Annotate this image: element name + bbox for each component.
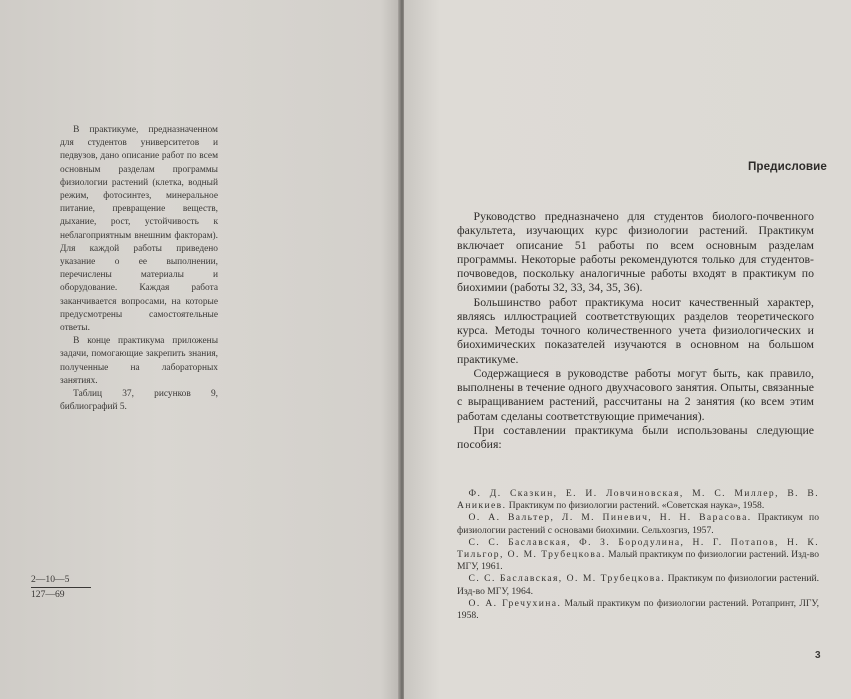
- preface-paragraph: Большинство работ практикума носит качественный характер, являясь иллюстрацией соответствующих разделов теоретического курса. Методы точного количественного учета физиологических и биохимических показателей изучаются в основном на большом практикуме.: [457, 294, 814, 366]
- reference-item: [457, 488, 819, 512]
- annotation-paragraph: Таблиц 37, рисунков 9, библиографий 5.: [60, 389, 218, 413]
- preface-paragraph: Содержащиеся в руководстве работы могут быть, как правило, выполнены в течение одного двухчасового занятия. Опыты, связанные с выращиванием растений, рассчитаны на 2 занятия (ко всем этим работам сделаны соответствующие примечания).: [457, 365, 814, 423]
- reference-item: [457, 512, 819, 536]
- reference-text: Малый практикум по физиологии растений. Изд-во МГУ, 1961.: [457, 549, 819, 573]
- annotation-paragraph: В практикуме, предназначенном для студентов университетов и педвузов, дано описание работ по всем основным разделам программы физиологии растений (клетка, водный режим, фотосинтез, минеральное питание, превращение веществ, дыхание, рост, устойчивость к неблагоприятным внешним факторам). Для каждой работы приведено указание о ее выполнении, перечислены материалы и оборудование. Каждая работа заканчивается вопросами, на которые предусмотрены самостоятельные ответы.: [60, 125, 218, 334]
- reference-authors: С. С. Баславская, О. М. Трубецкова.: [468, 573, 666, 585]
- preface-paragraph: При составлении практикума были использованы следующие пособия:: [457, 422, 814, 451]
- reference-list: [457, 488, 819, 622]
- reference-text: Практикум по физиологии растений с основами биохимии. Сельхозгиз, 1957.: [457, 512, 819, 536]
- reference-item: [457, 573, 819, 597]
- reference-text: Практикум по физиологии растений. «Советская наука», 1958.: [506, 500, 765, 512]
- left-page: [0, 0, 401, 699]
- reference-authors: О. А. Гречухина.: [468, 597, 562, 609]
- imprint-code: [31, 574, 91, 601]
- reference-authors: О. А. Вальтер, Л. М. Пиневич, Н. Н. Варасова.: [468, 512, 752, 524]
- annotation-block: [60, 124, 218, 414]
- page-number: 3: [815, 650, 821, 661]
- preface-title: Предисловие: [748, 160, 827, 173]
- reference-authors: Ф. Д. Сказкин, Е. И. Ловчиновская, М. С. Миллер, В. В. Аникиев.: [457, 488, 819, 512]
- imprint-code-bottom: 127—69: [31, 589, 65, 600]
- preface-paragraph: Руководство предназначено для студентов биолого-почвенного факультета, изучающих курс физиологии растений. Практикум включает описание 51 работы по всем основным разделам программы. Некоторые работы рекомендуются только для студентов-почвоведов, поскольку аналогичные работы входят в практикум по биохимии (работы 32, 33, 34, 35, 36).: [457, 209, 814, 295]
- preface-body: [457, 209, 814, 451]
- reference-item: [457, 598, 819, 622]
- imprint-code-top: 2—10—5: [31, 574, 91, 588]
- reference-text: Практикум по физиологии растений. Изд-во МГУ, 1964.: [457, 573, 820, 597]
- reference-authors: С. С. Баславская, Ф. З. Бородулина, Н. Г. Потапов, Н. К. Тильгор, О. М. Трубецкова.: [457, 536, 819, 561]
- annotation-paragraph: В конце практикума приложены задачи, помогающие закрепить знания, полученные на лабораторных занятиях.: [60, 336, 218, 386]
- reference-text: Малый практикум по физиологии растений. Ротапринт, ЛГУ, 1958.: [457, 597, 820, 622]
- reference-item: [457, 537, 819, 574]
